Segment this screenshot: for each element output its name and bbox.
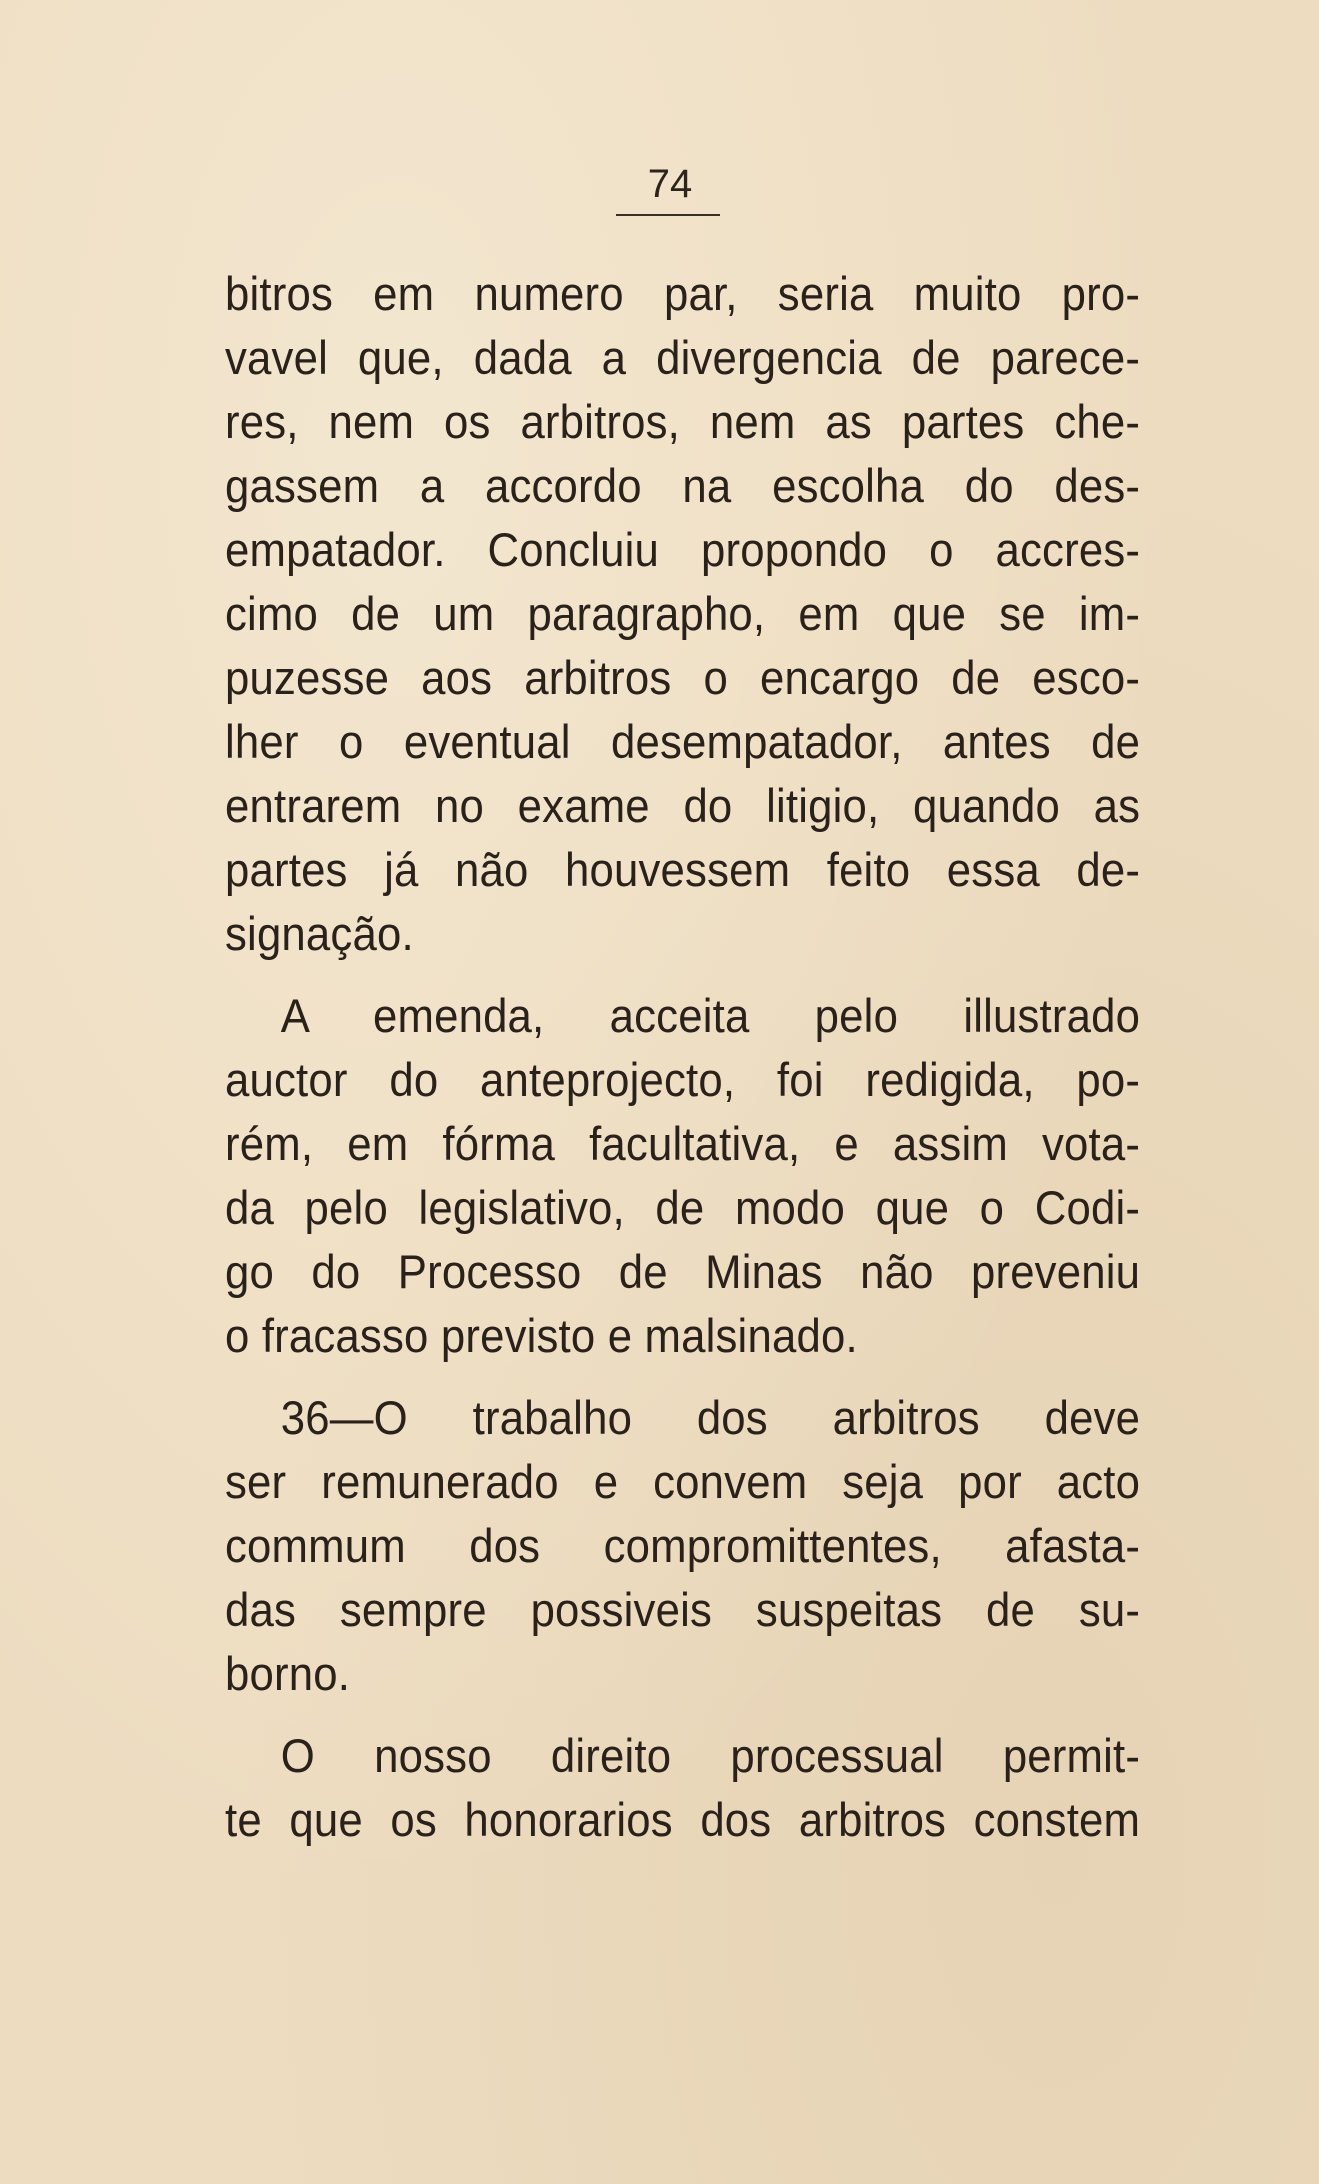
text-line: gassem a accordo na escolha do des- — [225, 459, 1141, 512]
text-line: O nosso direito processual permit- — [280, 1729, 1141, 1782]
text-line: partes já não houvessem feito essa de- — [225, 843, 1141, 896]
text-line: 36—O trabalho dos arbitros deve — [280, 1391, 1141, 1444]
text-line: cimo de um paragrapho, em que se im- — [225, 587, 1141, 640]
text-line: borno. — [225, 1647, 351, 1700]
paragraph-3 — [225, 1386, 1140, 1706]
text-line: go do Processo de Minas não preveniu — [225, 1245, 1141, 1298]
text-line: commum dos compromittentes, afasta- — [225, 1519, 1141, 1572]
text-line: res, nem os arbitros, nem as partes che- — [225, 395, 1141, 448]
text-line: puzesse aos arbitros o encargo de esco- — [225, 651, 1141, 704]
text-line: da pelo legislativo, de modo que o Codi- — [225, 1181, 1141, 1234]
text-line: te que os honorarios dos arbitros constem — [225, 1793, 1141, 1846]
text-line: entrarem no exame do litigio, quando as — [225, 779, 1141, 832]
text-line: o fracasso previsto e malsinado. — [225, 1309, 858, 1362]
text-line: signação. — [225, 907, 414, 960]
paragraph-2 — [225, 984, 1140, 1368]
text-line: rém, em fórma facultativa, e assim vota- — [225, 1117, 1141, 1170]
text-line: lher o eventual desempatador, antes de — [225, 715, 1141, 768]
text-line: ser remunerado e convem seja por acto — [225, 1455, 1141, 1508]
text-line: das sempre possiveis suspeitas de su- — [225, 1583, 1141, 1636]
text-line: vavel que, dada a divergencia de parece- — [225, 331, 1141, 384]
paragraph-4 — [225, 1724, 1140, 1852]
paragraph-gap — [225, 966, 1140, 984]
paragraph-1 — [225, 262, 1140, 966]
page-number: 74 — [647, 162, 693, 206]
text-line: auctor do anteprojecto, foi redigida, po- — [225, 1053, 1141, 1106]
text-line: bitros em numero par, seria muito pro- — [225, 267, 1141, 320]
paragraph-gap — [225, 1706, 1140, 1724]
text-line: empatador. Concluiu propondo o accres- — [225, 523, 1141, 576]
paragraph-gap — [225, 1368, 1140, 1386]
body-text — [225, 262, 1140, 1852]
page-number-rule — [616, 214, 720, 216]
text-line: A emenda, acceita pelo illustrado — [280, 989, 1141, 1042]
